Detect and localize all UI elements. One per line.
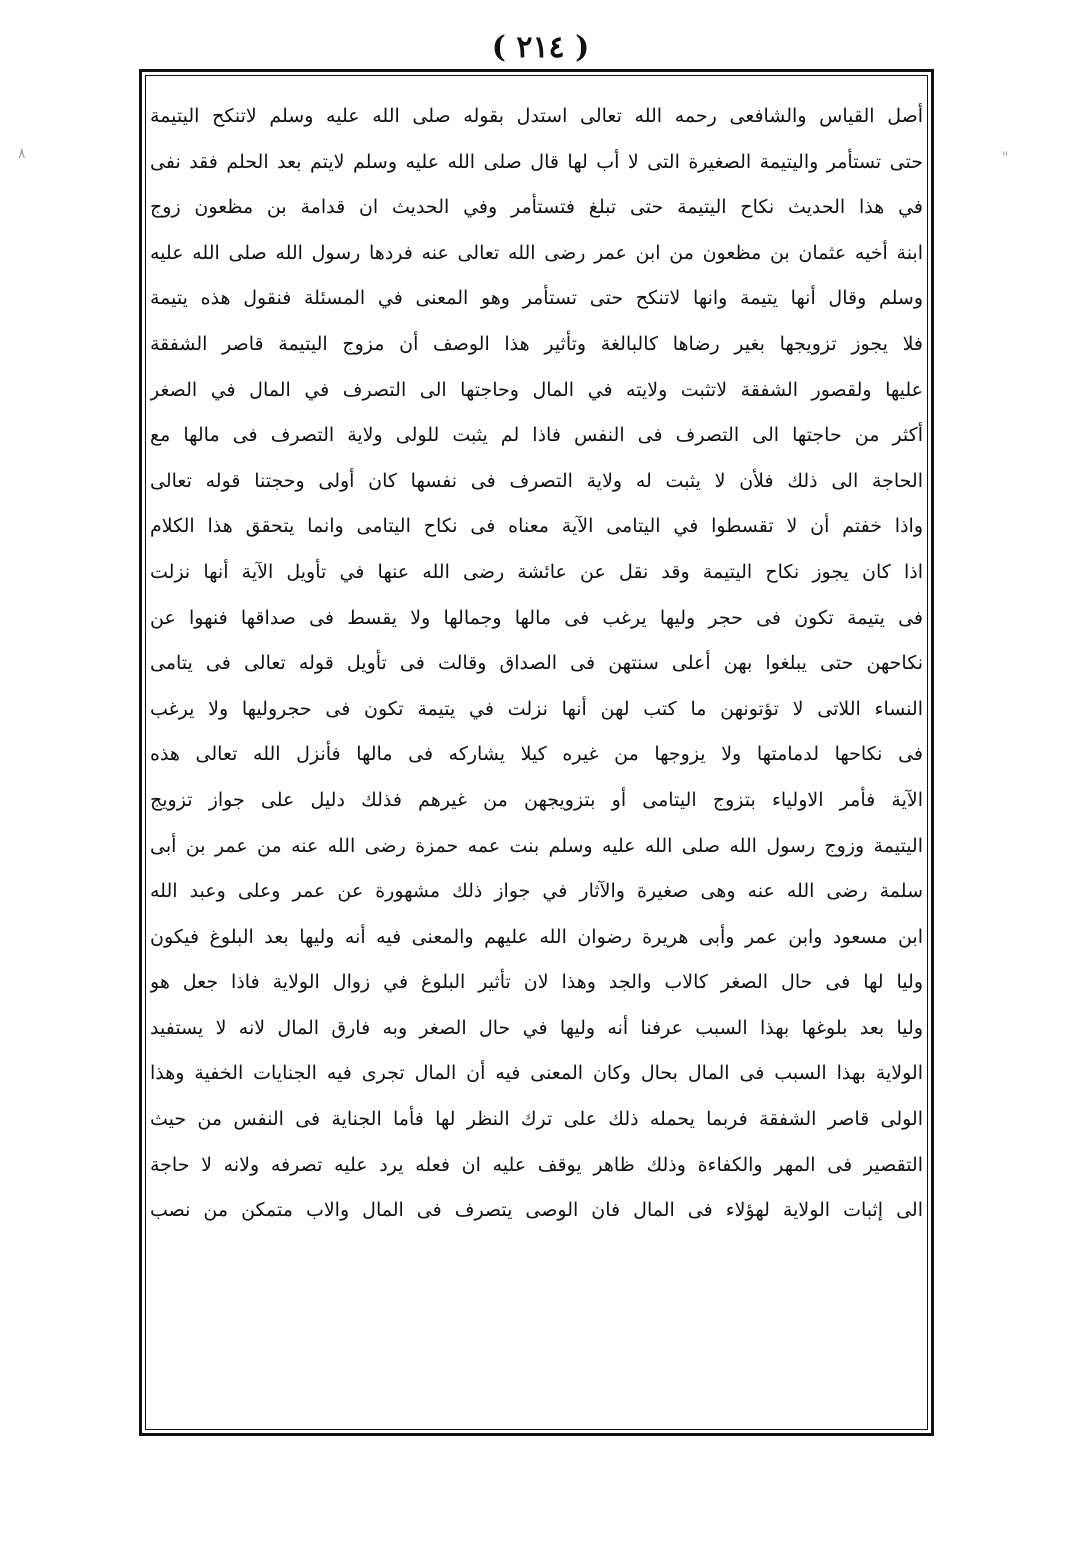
text-line-17: اليتيمة وزوج رسول الله صلى الله عليه وسلم بنت عمه حمزة رضى الله عنه من عمر بن أبى: [150, 834, 923, 857]
text-line-1: أصل القياس والشافعى رحمه الله تعالى استدل بقوله صلى الله عليه وسلم لاتنكح اليتيمة: [150, 105, 923, 127]
text-line-18: سلمة رضى الله عنه وهى صغيرة والآثار في جواز ذلك مشهورة عن عمر وعلى وعبد الله: [150, 880, 923, 903]
text-line-10: واذا خفتم أن لا تقسطوا في اليتامى الآية معناه فى نكاح اليتامى وانما يتحقق هذا الكلام: [150, 515, 923, 538]
text-line-5: وسلم وقال أنها يتيمة وانها لاتنكح حتى تستأمر وهو المعنى في المسئلة فنقول هذه يتيمة: [150, 287, 923, 310]
text-line-2: حتى تستأمر واليتيمة الصغيرة التى لا أب لها قال صلى الله عليه وسلم لايتم بعد الحلم فقد نفى: [150, 150, 923, 173]
text-line-14: النساء اللاتى لا تؤتونهن ما كتب لهن أنها نزلت في يتيمة تكون فى حجروليها ولا يرغب: [150, 697, 923, 720]
text-line-20: وليا لها فى حال الصغر كالاب والجد وهذا لان تأثير البلوغ في زوال الولاية فاذا جعل هو: [150, 971, 923, 994]
text-line-15: فى نكاحها لدمامتها ولا يزوجها من غيره كيلا يشاركه فى مالها فأنزل الله تعالى هذه: [150, 743, 923, 766]
text-line-19: ابن مسعود وابن عمر وأبى هريرة رضوان الله عليهم والمعنى فيه أنه وليها بعد البلوغ فيكون: [150, 925, 923, 948]
text-line-16: الآية فأمر الاولياء بتزوج اليتامى أو بتزويجهن من غيرهم فذلك دليل على جواز تزويج: [150, 788, 923, 811]
text-line-24: التقصير فى المهر والكفاءة وذلك ظاهر يوقف عليه ان فعله يرد عليه تصرفه ولانه لا حاجة: [150, 1153, 923, 1176]
text-line-9: الحاجة الى ذلك فلأن لا يثبت له ولاية التصرف فى نفسها كان أولى وحجتنا قوله تعالى: [150, 469, 923, 492]
text-line-12: فى يتيمة تكون فى حجر وليها يرغب فى مالها وجمالها ولا يقسط فى صداقها فنهوا عن: [150, 606, 923, 629]
text-line-21: وليا بعد بلوغها بهذا السبب عرفنا أنه وليها في حال الصغر وبه فارق المال لانه لا يستفيد: [150, 1016, 923, 1039]
text-line-4: ابنة أخيه عثمان بن مظعون من ابن عمر رضى الله تعالى عنه فردها رسول الله صلى الله عليه: [150, 241, 923, 264]
text-line-7: عليها ولقصور الشفقة لاتثبت ولايته في المال وحاجتها الى التصرف في المال في الصغر: [150, 378, 923, 401]
main-text-block: [150, 94, 923, 1234]
margin-mark-left: ٨: [18, 146, 26, 162]
margin-mark-right: ": [1002, 150, 1009, 166]
text-line-6: فلا يجوز تزويجها بغير رضاها كالبالغة وتأثير هذا الوصف أن مزوج اليتيمة قاصر الشفقة: [150, 332, 923, 355]
text-line-13: نكاحهن حتى يبلغوا بهن أعلى سنتهن فى الصداق وقالت فى تأويل قوله تعالى فى يتامى: [150, 652, 923, 675]
text-line-22: الولاية بهذا السبب فى المال بحال وكان المعنى فيه أن المال تجرى فيه الجنايات الخفية وهذا: [150, 1062, 923, 1085]
page-number: ( ٢١٤ ): [491, 30, 590, 65]
text-line-3: في هذا الحديث نكاح اليتيمة حتى تبلغ فتستأمر وفي الحديث ان قدامة بن مظعون زوج: [150, 196, 923, 219]
text-line-25: الى إثبات الولاية لهؤلاء فى المال فان الوصى يتصرف فى المال والاب متمكن من نصب: [150, 1199, 923, 1222]
text-line-23: الولى قاصر الشفقة فربما يحمله ذلك على ترك النظر لها فأما الجناية فى النفس من حيث: [150, 1108, 923, 1131]
text-line-8: أكثر من حاجتها الى التصرف فى النفس فاذا لم يثبت للولى ولاية التصرف فى مالها مع: [150, 424, 923, 447]
text-line-11: اذا كان يجوز نكاح اليتيمة وقد نقل عن عائشة رضى الله عنها في تأويل الآية أنها نزلت: [150, 560, 923, 583]
